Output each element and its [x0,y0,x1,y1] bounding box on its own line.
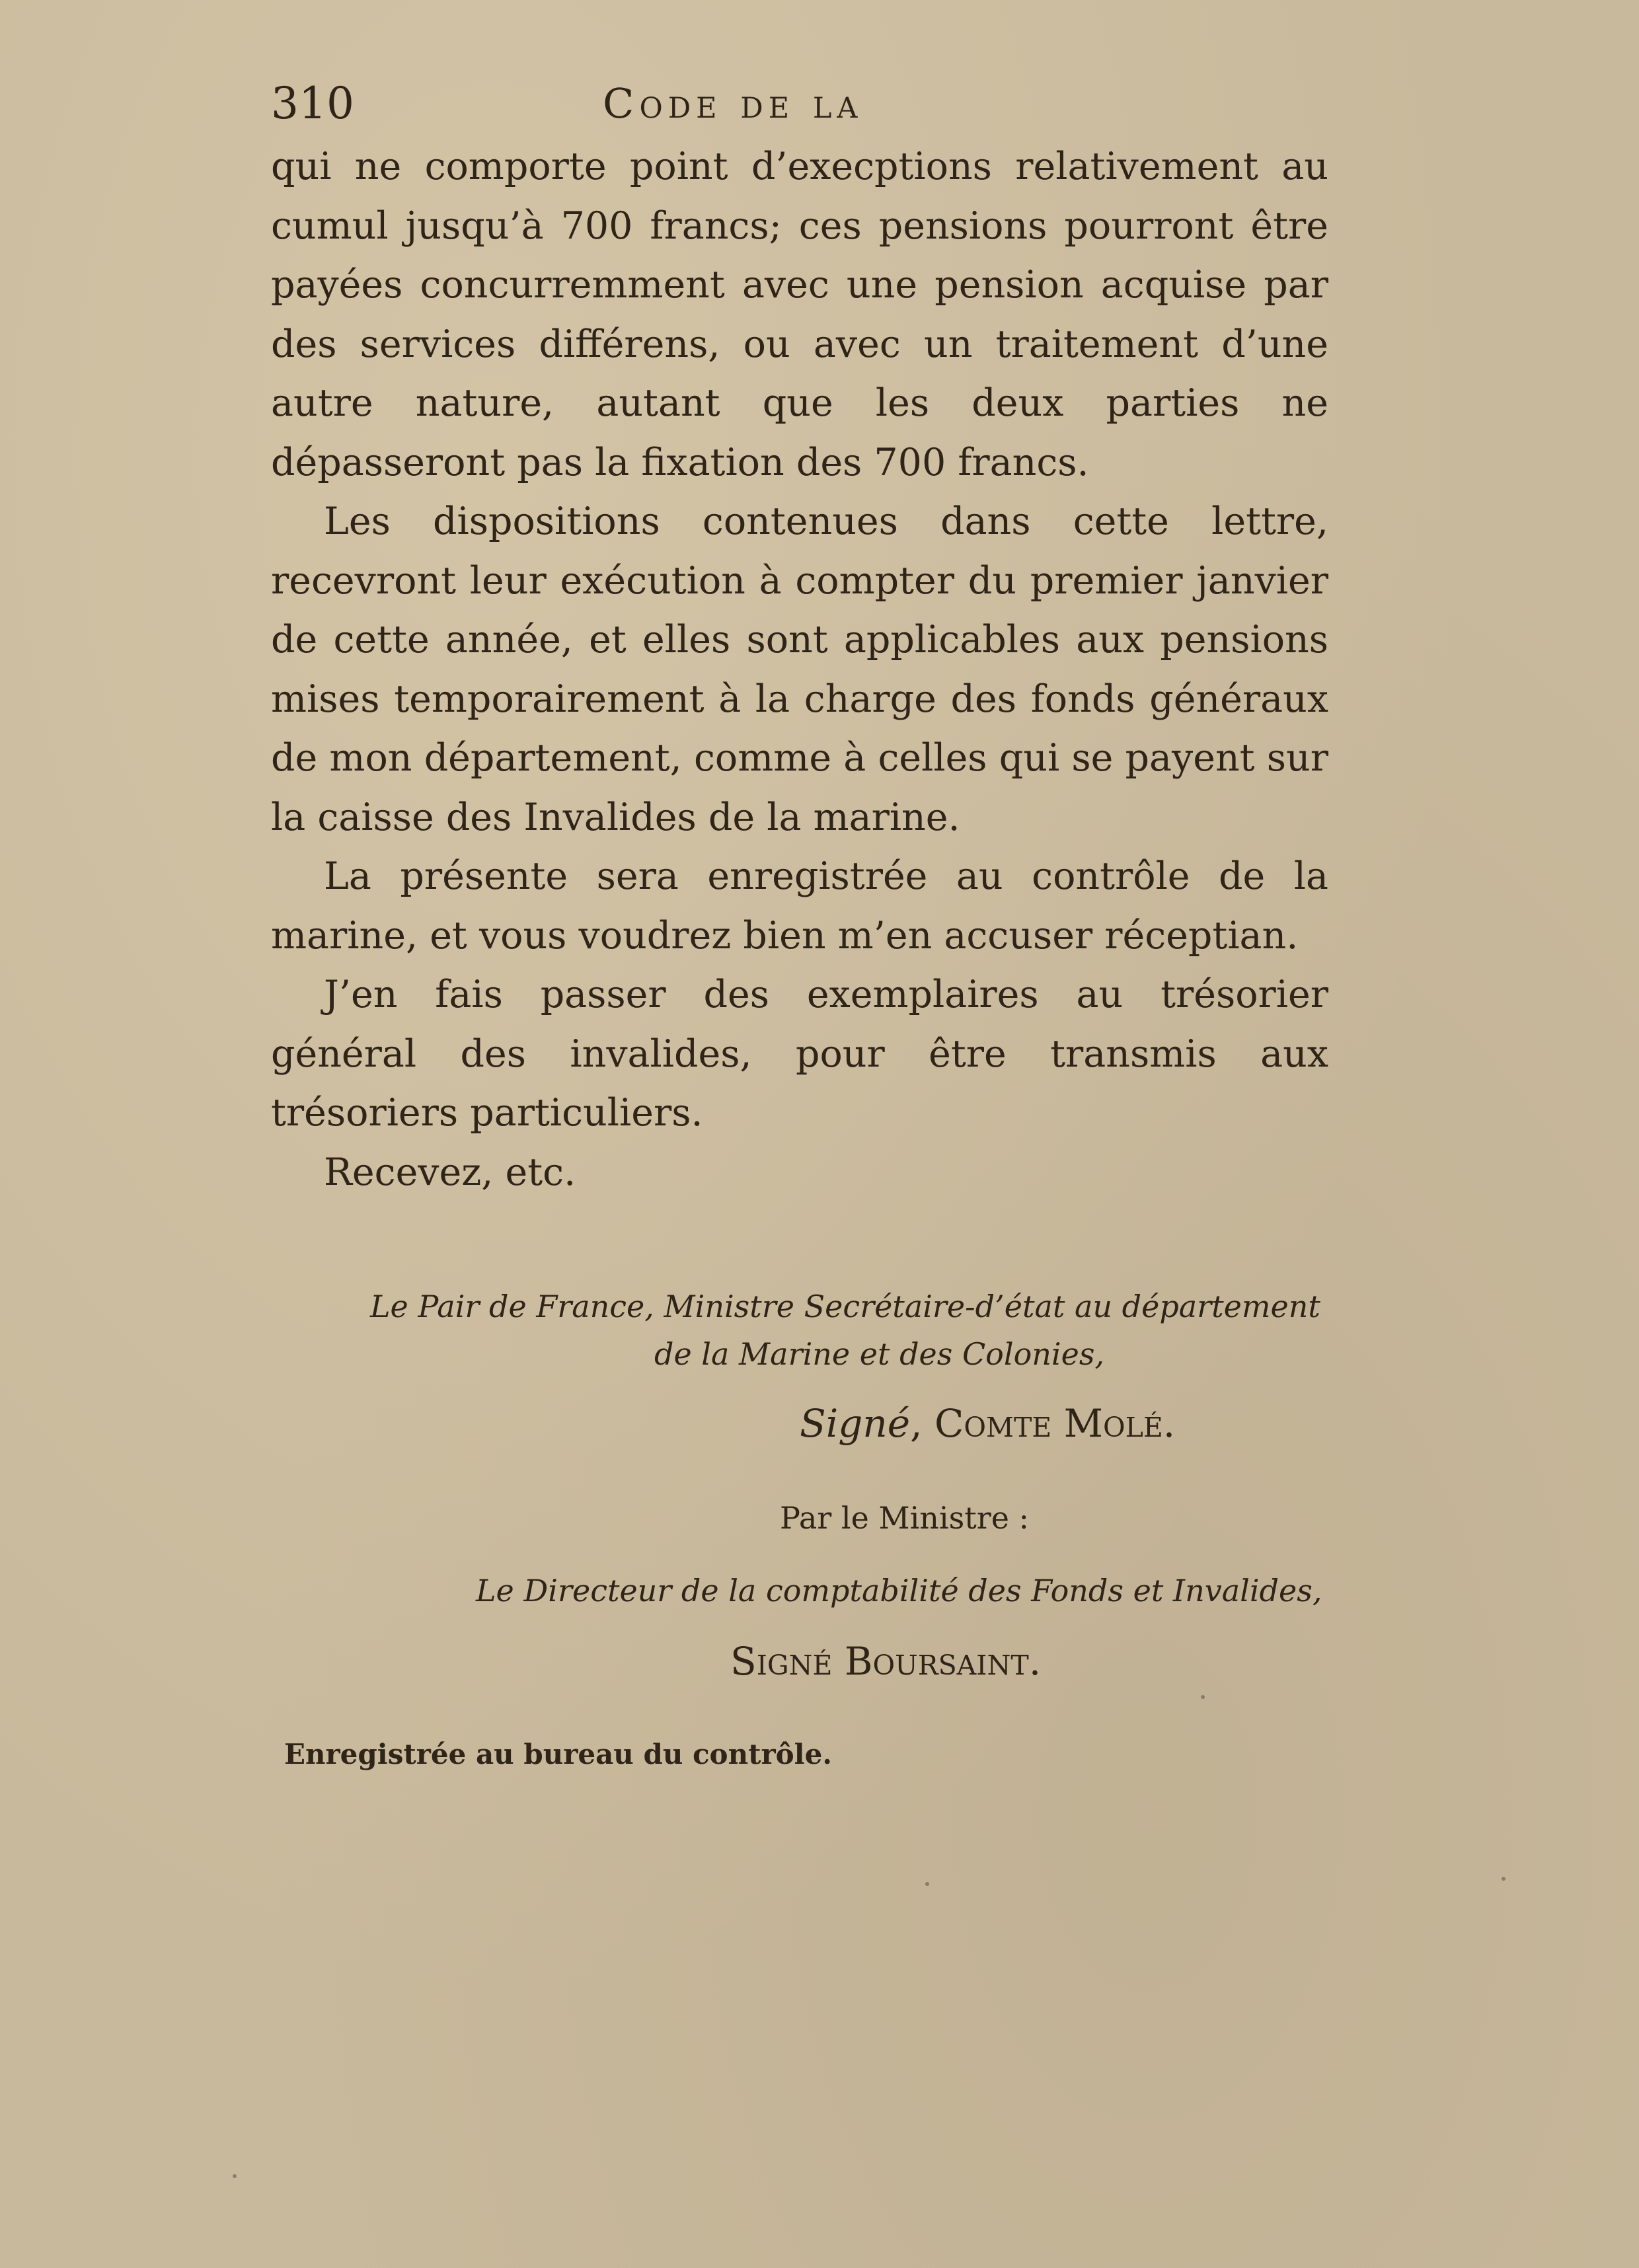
page-header [271,74,1328,133]
page-number: 310 [271,78,354,129]
director-signature: Signé Boursaint. [730,1639,1042,1684]
paper-speck [233,2174,237,2178]
paragraph: J’en fais passer des exemplaires au trésorier général des invalides, pour être transmis aux trésoriers particuliers. [271,973,1328,1135]
running-title: Code de la [603,79,863,128]
paper-speck [925,1882,929,1886]
by-minister-line: Par le Ministre : [780,1500,1030,1536]
paragraph: Les dispositions contenues dans cette lettre, recevront leur exécution à compter du premier janvier de cette année, et elles sont applicables aux pensions mises temporairement à la charge des fonds généraux de mon département, comme à celles qui se payent sur la caisse des Invalides de la marine. [271,500,1328,839]
paragraph: qui ne comporte point d’execptions relativement au cumul jusqu’à 700 francs; ces pensions pourront être payées concurremment avec une pension acquise par des services différens, ou avec un traitement d’une autre nature, autant que les deux parties ne dépasseront pas la fixation des 700 francs. [271,145,1328,484]
minister-name: , Comte Molé. [910,1401,1176,1446]
body-text [271,137,1328,1202]
minister-title-line2: de la Marine et des Colonies, [654,1336,1105,1372]
registration-note: Enregistrée au bureau du contrôle. [284,1738,832,1770]
minister-signature [800,1401,1175,1446]
paper-speck [1502,1877,1506,1881]
signed-label: Signé [800,1401,911,1446]
paragraph: La présente sera enregistrée au contrôle de la marine, et vous voudrez bien m’en accuser réceptian. [271,854,1328,958]
director-title: Le Directeur de la comptabilité des Fonds et Invalides, [476,1573,1322,1608]
paragraph: Recevez, etc. [324,1150,576,1194]
paper-speck [1201,1695,1205,1699]
minister-title-line1: Le Pair de France, Ministre Secrétaire-d’état au département [370,1289,1320,1324]
